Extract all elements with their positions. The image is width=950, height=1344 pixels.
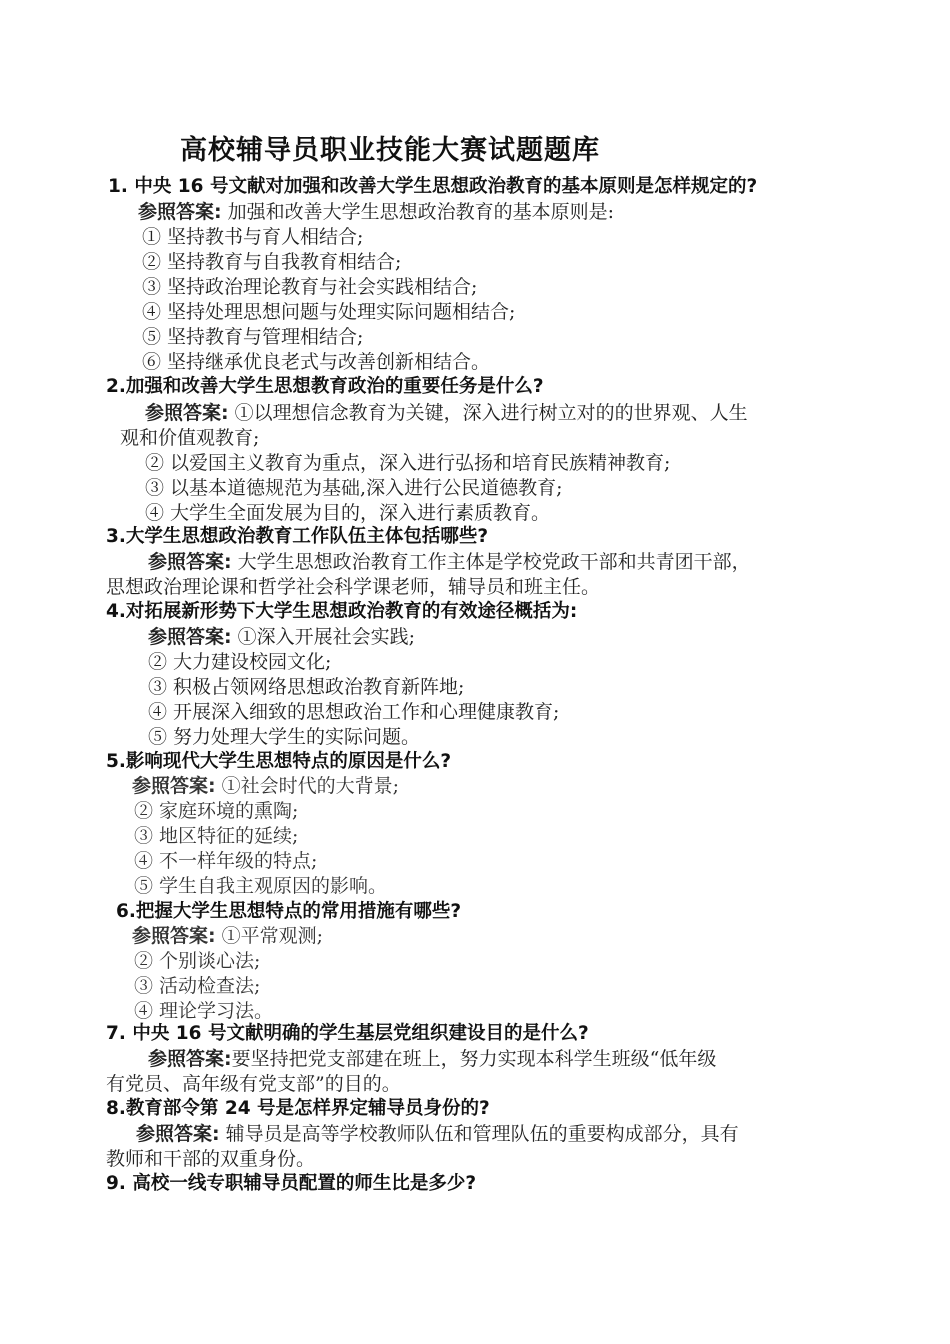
answer-6-item: ④ 理论学习法。 [134, 1000, 274, 1022]
answer-1-item: ① 坚持教书与育人相结合; [142, 226, 364, 248]
answer-5-item: ③ 地区特征的延续; [134, 825, 299, 847]
answer-3-text: 参照答案: 大学生思想政治教育工作主体是学校党政干部和共青团干部， [148, 551, 751, 573]
answer-label: 参照答案: [148, 626, 232, 648]
answer-5-item: ⑤ 学生自我主观原因的影响。 [134, 875, 388, 897]
answer-2-first: 参照答案: ①以理想信念教育为关键，深入进行树立对的的世界观、人生 [145, 402, 748, 424]
answer-4-item: ④ 开展深入细致的思想政治工作和心理健康教育; [148, 701, 560, 723]
question-3: 3.大学生思想政治教育工作队伍主体包括哪些? [106, 526, 489, 547]
answer-label: 参照答案: [132, 775, 216, 797]
answer-4-item: ② 大力建设校园文化; [148, 651, 332, 673]
answer-label: 参照答案: [132, 925, 216, 947]
answer-1-item: ② 坚持教育与自我教育相结合; [142, 251, 402, 273]
answer-1-item: ③ 坚持政治理论教育与社会实践相结合; [142, 276, 478, 298]
answer-6-first: 参照答案: ①平常观测; [132, 925, 324, 947]
answer-label: 参照答案: [136, 1123, 220, 1145]
question-1: 1. 中央 16 号文献对加强和改善大学生思想政治教育的基本原则是怎样规定的? [108, 176, 758, 197]
answer-label: 参照答案: [148, 551, 232, 573]
answer-label: 参照答案: [138, 201, 222, 223]
answer-3-text-cont: 思想政治理论课和哲学社会科学课老师，辅导员和班主任。 [106, 576, 601, 598]
answer-4-first: 参照答案: ①深入开展社会实践; [148, 626, 416, 648]
answer-8-text-cont: 教师和干部的双重身份。 [106, 1148, 316, 1170]
answer-1-item: ⑤ 坚持教育与管理相结合; [142, 326, 364, 348]
answer-1-intro: 参照答案: 加强和改善大学生思想政治教育的基本原则是: [138, 201, 615, 223]
answer-5-first: 参照答案: ①社会时代的大背景; [132, 775, 400, 797]
question-4: 4.对拓展新形势下大学生思想政治教育的有效途径概括为: [106, 601, 578, 622]
answer-8-text: 参照答案: 辅导员是高等学校教师队伍和管理队伍的重要构成部分，具有 [136, 1123, 739, 1145]
question-8: 8.教育部令第 24 号是怎样界定辅导员身份的? [106, 1098, 490, 1119]
answer-6-item: ③ 活动检查法; [134, 975, 261, 997]
answer-1-item: ⑥ 坚持继承优良老式与改善创新相结合。 [142, 351, 491, 373]
answer-label: 参照答案: [145, 402, 229, 424]
answer-2-item: ② 以爱国主义教育为重点，深入进行弘扬和培育民族精神教育; [145, 452, 671, 474]
question-5: 5.影响现代大学生思想特点的原因是什么? [106, 751, 452, 772]
answer-7-text-cont: 有党员、高年级有党支部”的目的。 [106, 1073, 401, 1095]
answer-2-item: ④ 大学生全面发展为目的，深入进行素质教育。 [145, 502, 551, 524]
answer-7-text: 参照答案:要坚持把党支部建在班上，努力实现本科学生班级“低年级 [148, 1048, 717, 1070]
answer-1-item: ④ 坚持处理思想问题与处理实际问题相结合; [142, 301, 516, 323]
question-9: 9. 高校一线专职辅导员配置的师生比是多少? [106, 1173, 477, 1194]
answer-5-item: ④ 不一样年级的特点; [134, 850, 318, 872]
question-7: 7. 中央 16 号文献明确的学生基层党组织建设目的是什么? [106, 1023, 589, 1044]
answer-2-item: ③ 以基本道德规范为基础,深入进行公民道德教育; [145, 477, 563, 499]
answer-2-first-cont: 观和价值观教育; [120, 427, 260, 449]
answer-label: 参照答案: [148, 1048, 232, 1070]
answer-4-item: ⑤ 努力处理大学生的实际问题。 [148, 726, 421, 748]
document-title: 高校辅导员职业技能大赛试题题库 [180, 135, 600, 166]
answer-6-item: ② 个别谈心法; [134, 950, 261, 972]
question-2: 2.加强和改善大学生思想教育政治的重要任务是什么? [106, 376, 544, 397]
answer-5-item: ② 家庭环境的熏陶; [134, 800, 299, 822]
answer-4-item: ③ 积极占领网络思想政治教育新阵地; [148, 676, 465, 698]
question-6: 6.把握大学生思想特点的常用措施有哪些? [116, 901, 462, 922]
